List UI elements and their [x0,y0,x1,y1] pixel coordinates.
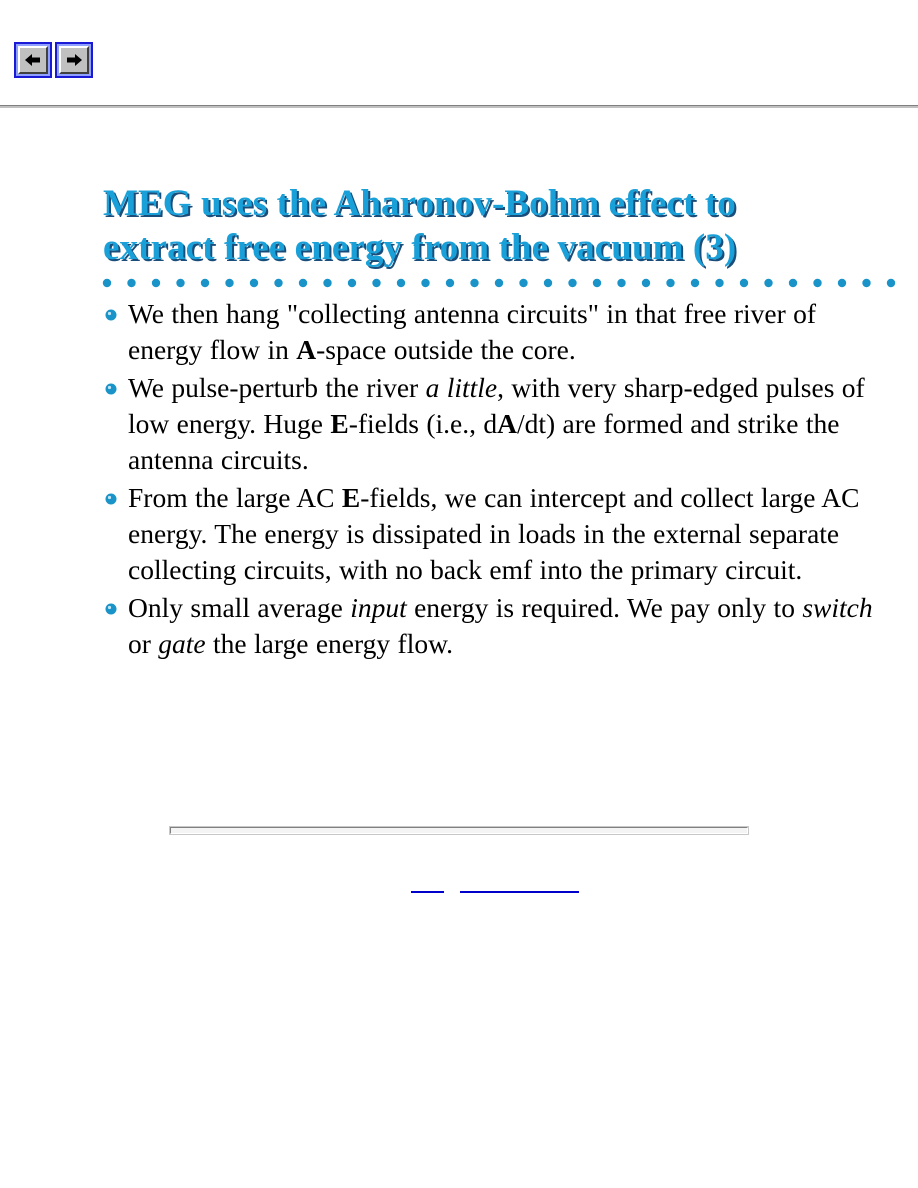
separator-dot [127,279,135,287]
bullet-text: -space outside the core. [316,334,576,365]
bullet-item [104,296,894,368]
separator-dot [887,279,895,287]
separator-dot [446,279,454,287]
separator-dot [348,279,356,287]
separator-dot [691,279,699,287]
bullet-text: -fields (i.e., d [348,408,498,439]
separator-dot [838,279,846,287]
separator-dot [299,279,307,287]
bullet-text: a little [425,372,498,403]
bullet-text: energy is required. We pay only to [406,592,803,623]
separator-dot [593,279,601,287]
left-arrow-icon [18,46,48,74]
footer-links [0,875,918,895]
separator-dot [617,279,625,287]
footer-link-long[interactable] [460,875,579,893]
bullet-item [104,480,894,588]
separator-dot [715,279,723,287]
title-line-2: extract free energy from the vacuum (3) [103,227,737,268]
separator-dot [568,279,576,287]
separator-dot [323,279,331,287]
separator-dot [495,279,503,287]
bullet-text: /dt) are formed and strike the antenna circuits. [128,408,840,475]
bullet-text: input [350,592,407,623]
forward-button[interactable] [55,42,93,78]
bullet-item [104,590,894,662]
bullet-text: E [330,408,349,439]
bullet-text: or [128,628,159,659]
separator-dot [250,279,258,287]
bullet-list [104,296,894,664]
bullet-text: We pulse-perturb the river [128,372,426,403]
separator-dot [274,279,282,287]
bullet-text: , with very sharp-edged pulses of low energy. Huge [128,372,865,439]
top-divider [0,105,918,109]
nav-button-group [14,42,93,78]
separator-dot [103,279,111,287]
separator-dot [372,279,380,287]
bullet-text: switch [802,592,873,623]
separator-dot [421,279,429,287]
right-arrow-icon [59,46,89,74]
bullet-dot-icon [104,308,118,322]
separator-dot [225,279,233,287]
title-line-1: MEG uses the Aharonov-Bohm effect to [103,183,736,224]
bullet-text: A [296,334,317,365]
bullet-text: Only small average [128,592,351,623]
bullet-dot-icon [104,492,118,506]
bullet-text: E [341,482,361,513]
dotted-separator [98,276,918,292]
separator-dot [201,279,209,287]
bullet-text: the large energy flow. [205,628,454,659]
separator-dot [397,279,405,287]
slide-title [103,182,736,270]
separator-dot [470,279,478,287]
bottom-divider [170,827,748,834]
separator-dot [764,279,772,287]
separator-dot [740,279,748,287]
separator-dot [813,279,821,287]
separator-dot [176,279,184,287]
bullet-item [104,370,894,478]
bullet-dot-icon [104,382,118,396]
bullet-text: From the large AC [128,482,342,513]
bullet-text: We then hang "collecting antenna circuits" in that free river of energy flow in [128,298,817,365]
separator-dot [862,279,870,287]
bullet-text: -fields, we can intercept and collect large AC energy. The energy is dissipated in loads in the external separate collecting circuits, with no back emf into the primary circuit. [128,482,860,585]
separator-dot [152,279,160,287]
footer-link-short[interactable] [411,875,444,893]
separator-dot [519,279,527,287]
separator-dot [642,279,650,287]
back-button[interactable] [14,42,52,78]
bullet-text: gate [158,628,206,659]
separator-dot [789,279,797,287]
separator-dot [544,279,552,287]
bullet-dot-icon [104,602,118,616]
bullet-text: A [497,408,517,439]
separator-dot [666,279,674,287]
